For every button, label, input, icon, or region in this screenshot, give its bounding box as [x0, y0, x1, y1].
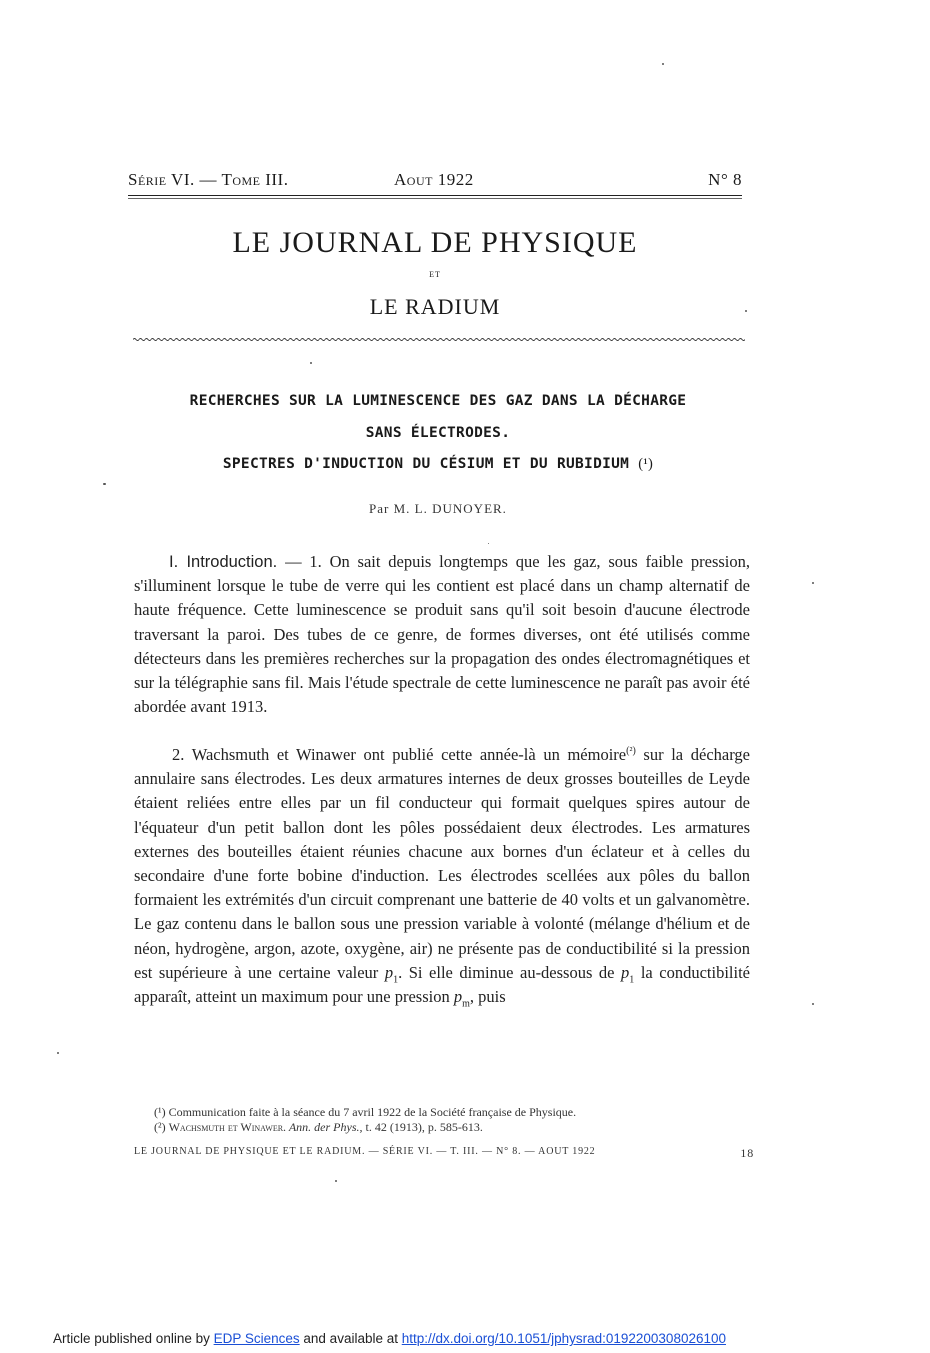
footer-text: LE JOURNAL DE PHYSIQUE ET LE RADIUM. — SÉRIE VI. — T. III. — N° 8. — AOUT 1922 — [134, 1146, 596, 1157]
scan-speck — [812, 582, 814, 584]
header-series: Série VI. — Tome III. — [128, 170, 289, 189]
section-heading: I. Introduction. — [169, 553, 278, 571]
scan-speck — [745, 310, 747, 312]
scan-speck — [57, 1052, 59, 1054]
article-title-line-3-text: SPECTRES D'INDUCTION DU CÉSIUM ET DU RUBIDIUM — [222, 456, 630, 472]
footnote-1: (¹) Communication faite à la séance du 7 avril 1922 de la Société française de Physique. — [154, 1105, 577, 1119]
article-title-line-1: RECHERCHES SUR LA LUMINESCENCE DES GAZ DANS LA DÉCHARGE — [189, 393, 687, 409]
scan-speck — [335, 1180, 337, 1182]
publisher-banner — [53, 1331, 913, 1346]
journal-et: ET — [429, 270, 441, 279]
paragraph-2 — [134, 743, 750, 1009]
paragraph-2-text-a: 2. Wachsmuth et Winawer ont publié cette année-là un mémoire — [172, 745, 627, 764]
page-footer — [134, 1146, 754, 1162]
paragraph-2-text-c: . Si elle diminue au-dessous de — [398, 962, 622, 982]
scan-speck — [488, 543, 489, 544]
paragraph-2-text-d: la conductibilité apparaît, atteint un maximum pour une pression — [134, 962, 750, 1007]
banner-middle: and available at — [299, 1331, 402, 1346]
symbol-pm-sub: m — [462, 998, 470, 1010]
scan-speck — [812, 1003, 814, 1005]
header-date: Aout 1922 — [394, 170, 474, 189]
journal-subtitle: LE RADIUM — [369, 294, 501, 319]
running-header — [128, 170, 742, 194]
footnote-2-authors: Wachsmuth et Winawer. — [168, 1120, 287, 1134]
journal-title: LE JOURNAL DE PHYSIQUE — [232, 226, 638, 259]
footnotes — [134, 1105, 754, 1135]
page-number: 18 — [740, 1146, 754, 1160]
wavy-rule — [133, 337, 745, 342]
paragraph-2-text-b: sur la décharge annulaire sans électrodes. Les deux armatures internes de deux grosses bouteilles de Leyde étaient reliées entre elles par un fil conducteur qui formait quelques spires autour de l'équateur d'un petit ballon dont les pôles possédaient deux électrodes. Les armatures externes des bouteilles étaient réunies chacune aux bornes d'un éclateur et à celles du secondaire d'une forte bobine d'induction. Les électrodes scellées aux pôles du ballon formaient les extrémités d'un circuit comprenant une batterie de 40 volts et un galvanomètre. Le gaz contenu dans le ballon sous une pression variable à volonté (mélange d'hélium et de néon, hydrogène, argon, azote, oxygène, air) ne présente pas de conductibilité si la pression est supérieure à une certaine valeur — [134, 745, 750, 982]
article-author: Par M. L. DUNOYER. — [369, 501, 507, 516]
publisher-link[interactable]: EDP Sciences — [213, 1331, 300, 1346]
symbol-p1-b: p — [621, 962, 630, 982]
footnote-ref-2: (²) — [626, 745, 636, 757]
symbol-p1-b-sub: 1 — [629, 974, 635, 986]
header-rule — [128, 195, 742, 196]
scan-speck — [662, 63, 664, 65]
article-title-line-2: SANS ÉLECTRODES. — [365, 425, 511, 441]
header-rule-thin — [128, 198, 742, 199]
header-issue: N° 8 — [708, 170, 742, 189]
footnote-2 — [134, 1120, 754, 1135]
footnote-2-journal: Ann. der Phys., — [286, 1120, 363, 1134]
symbol-p1-sub: 1 — [393, 974, 399, 986]
symbol-pm: p — [453, 987, 463, 1007]
article-title-line-3 — [128, 456, 748, 473]
symbol-p1: p — [384, 962, 394, 982]
paragraph-1 — [134, 550, 750, 719]
paragraph-2-text-e: , puis — [469, 987, 506, 1007]
footnote-2-ref: t. 42 (1913), p. 585-613. — [362, 1120, 483, 1134]
article-title-note: (¹) — [638, 456, 654, 472]
scan-speck — [103, 483, 106, 485]
scan-speck — [310, 362, 312, 364]
paragraph-1-text: — 1. On sait depuis longtemps que les gaz, sous faible pression, s'illuminent lorsque le tube de verre qui les contient est placé dans un champ alternatif de haute fréquence. Cette luminescence se produit sans qu'il soit besoin d'aucune électrode traversant la paroi. Des tubes de ce genre, de formes diverses, ont été utilisés comme détecteurs dans les premières recherches sur la propagation des ondes électromagnétiques et sur la télégraphie sans fil. Mais l'étude spectrale de cette luminescence ne paraît pas avoir été abordée avant 1913. — [134, 552, 750, 717]
doi-link[interactable]: http://dx.doi.org/10.1051/jphysrad:0192200308026100 — [401, 1331, 726, 1346]
banner-prefix: Article published online by — [53, 1331, 214, 1346]
footnote-2-marker: (²) — [154, 1120, 169, 1134]
